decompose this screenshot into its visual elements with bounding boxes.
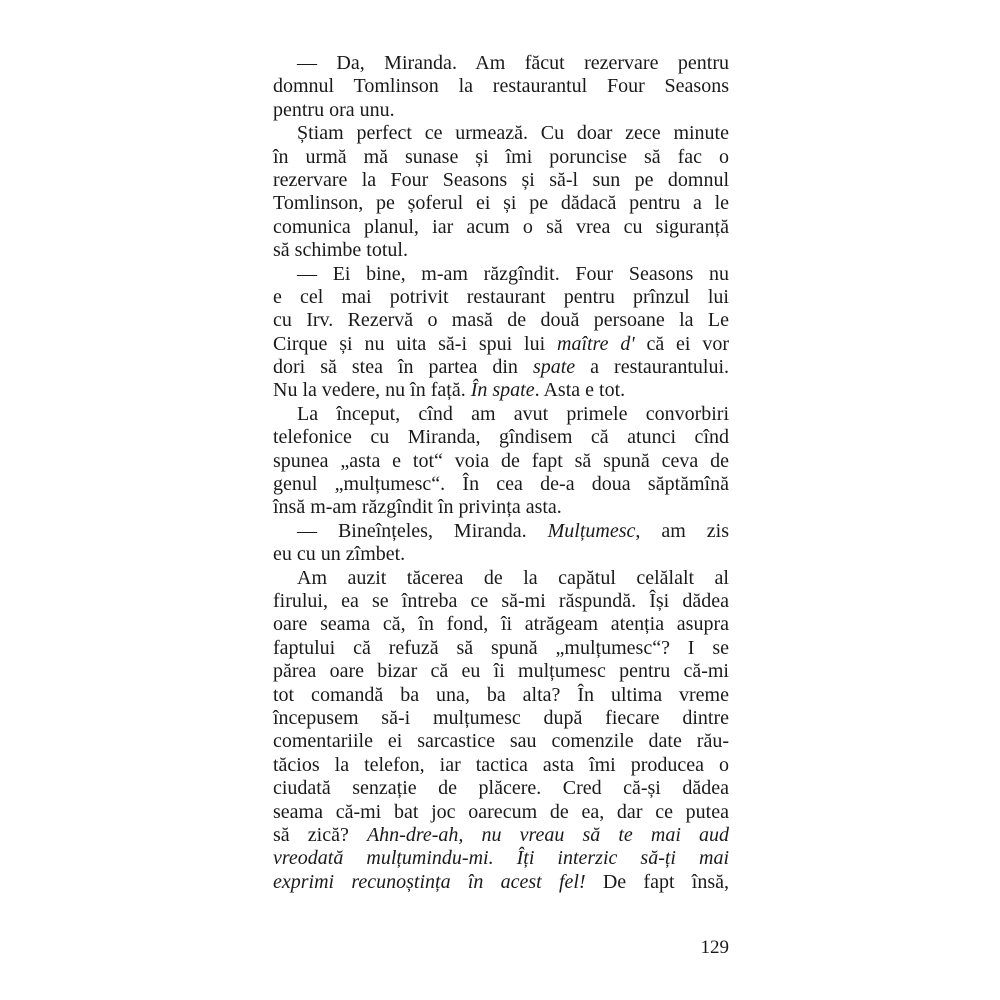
text-line (273, 824, 729, 847)
text-segment: Tomlinson, pe șoferul ei și pe dădacă pentru a le (273, 192, 729, 215)
text-line (273, 684, 729, 707)
text-segment: părea oare bizar că eu îi mulțumesc pentru că-mi (273, 660, 729, 683)
text-segment: comentariile ei sarcastice sau comenzile date rău- (273, 730, 729, 753)
text-segment: pentru ora unu. (273, 98, 395, 121)
paragraph (273, 263, 729, 403)
italic-text: maître d' (557, 332, 635, 355)
text-line (273, 520, 729, 543)
text-segment: domnul Tomlinson la restaurantul Four Seasons (273, 75, 729, 98)
text-segment: Am auzit tăcerea de la capătul celălalt al (297, 566, 729, 589)
text-line (273, 286, 729, 309)
text-line (273, 52, 729, 75)
paragraph (273, 403, 729, 520)
text-segment: — Da, Miranda. Am făcut rezervare pentru (297, 52, 729, 74)
italic-text: Mulțumesc (547, 519, 636, 542)
text-segment: La început, cînd am avut primele convorbiri (297, 402, 729, 425)
text-line (273, 496, 729, 519)
text-line (273, 146, 729, 169)
text-segment: dori să stea în partea din (273, 356, 533, 379)
text-segment: oare seama că, în fond, îi atrăgeam atenția asupra (273, 613, 729, 636)
text-line (273, 379, 729, 402)
text-line (273, 871, 729, 894)
text-line (273, 426, 729, 449)
text-line (273, 169, 729, 192)
text-line (273, 99, 729, 122)
text-segment: ciudată senzație de plăcere. Cred că-și dădea (273, 777, 729, 800)
text-line (273, 637, 729, 660)
text-line (273, 613, 729, 636)
text-line (273, 473, 729, 496)
text-line (273, 122, 729, 145)
book-page-text (273, 52, 729, 894)
text-line (273, 356, 729, 379)
paragraph (273, 520, 729, 567)
text-segment: Cirque și nu uita să-i spui lui (273, 332, 557, 355)
italic-text: vreodată mulțumindu-mi. Îți interzic să-ți mai (273, 847, 729, 870)
text-line (273, 403, 729, 426)
text-segment: tăcios la telefon, iar tactica asta îmi producea o (273, 753, 729, 776)
text-line (273, 450, 729, 473)
text-segment: tot comandă ba una, ba alta? În ultima vreme (273, 683, 729, 706)
text-segment: — Ei bine, m-am răzgîndit. Four Seasons nu (297, 262, 729, 285)
text-line (273, 75, 729, 98)
text-line (273, 543, 729, 566)
text-line (273, 216, 729, 239)
text-line (273, 754, 729, 777)
text-segment: cu Irv. Rezervă o masă de două persoane la Le (273, 309, 729, 332)
text-segment: Știam perfect ce urmează. Cu doar zece minute (297, 122, 729, 145)
text-line (273, 333, 729, 356)
text-segment: spunea „asta e tot“ voia de fapt să spună ceva de (273, 449, 729, 472)
text-line (273, 847, 729, 870)
text-line (273, 590, 729, 613)
text-line (273, 660, 729, 683)
text-segment: . Asta e tot. (534, 379, 626, 402)
paragraph (273, 52, 729, 122)
paragraph (273, 122, 729, 262)
text-segment: eu cu un zîmbet. (273, 543, 406, 566)
text-line (273, 263, 729, 286)
text-segment: rezervare la Four Seasons și să-l sun pe domnul (273, 168, 729, 191)
text-segment: , am zis (635, 519, 729, 542)
text-line (273, 707, 729, 730)
text-segment: e cel mai potrivit restaurant pentru prînzul lui (273, 285, 729, 308)
text-segment: De fapt însă, (585, 870, 729, 893)
text-segment: să schimbe totul. (273, 239, 408, 262)
text-line (273, 567, 729, 590)
text-segment: telefonice cu Miranda, gîndisem că atunci cînd (273, 426, 729, 449)
text-segment: seama că-mi bat joc oarecum de ea, dar ce putea (273, 800, 729, 823)
text-line (273, 777, 729, 800)
page-number: 129 (700, 937, 729, 958)
text-line (273, 730, 729, 753)
text-segment: însă m-am răzgîndit în privința asta. (273, 496, 562, 519)
italic-text: spate (532, 356, 576, 379)
text-segment: — Bineînțeles, Miranda. (297, 519, 548, 542)
text-segment: să zică? (273, 823, 367, 846)
paragraph (273, 567, 729, 894)
text-segment: firului, ea se întreba ce să-mi răspundă. Își dădea (273, 589, 729, 612)
italic-text: Ahn-dre-ah, nu vreau să te mai aud (366, 823, 730, 846)
text-segment: a restaurantului. (575, 356, 729, 379)
text-segment: începusem să-i mulțumesc după fiecare dintre (273, 706, 729, 729)
text-line (273, 192, 729, 215)
text-segment: comunica planul, iar acum o să vrea cu siguranță (273, 215, 729, 238)
italic-text: În spate (470, 379, 535, 402)
text-segment: faptului că refuză să spună „mulțumesc“? I se (273, 636, 729, 659)
italic-text: exprimi recunoștința în acest fel! (273, 870, 586, 893)
text-segment: în urmă mă sunase și îmi poruncise să fac o (273, 145, 729, 168)
text-line (273, 309, 729, 332)
text-segment: genul „mulțumesc“. În cea de-a doua săptămînă (273, 473, 729, 496)
text-segment: Nu la vedere, nu în față. (273, 379, 471, 402)
text-line (273, 239, 729, 262)
text-line (273, 801, 729, 824)
text-segment: că ei vor (634, 332, 729, 355)
